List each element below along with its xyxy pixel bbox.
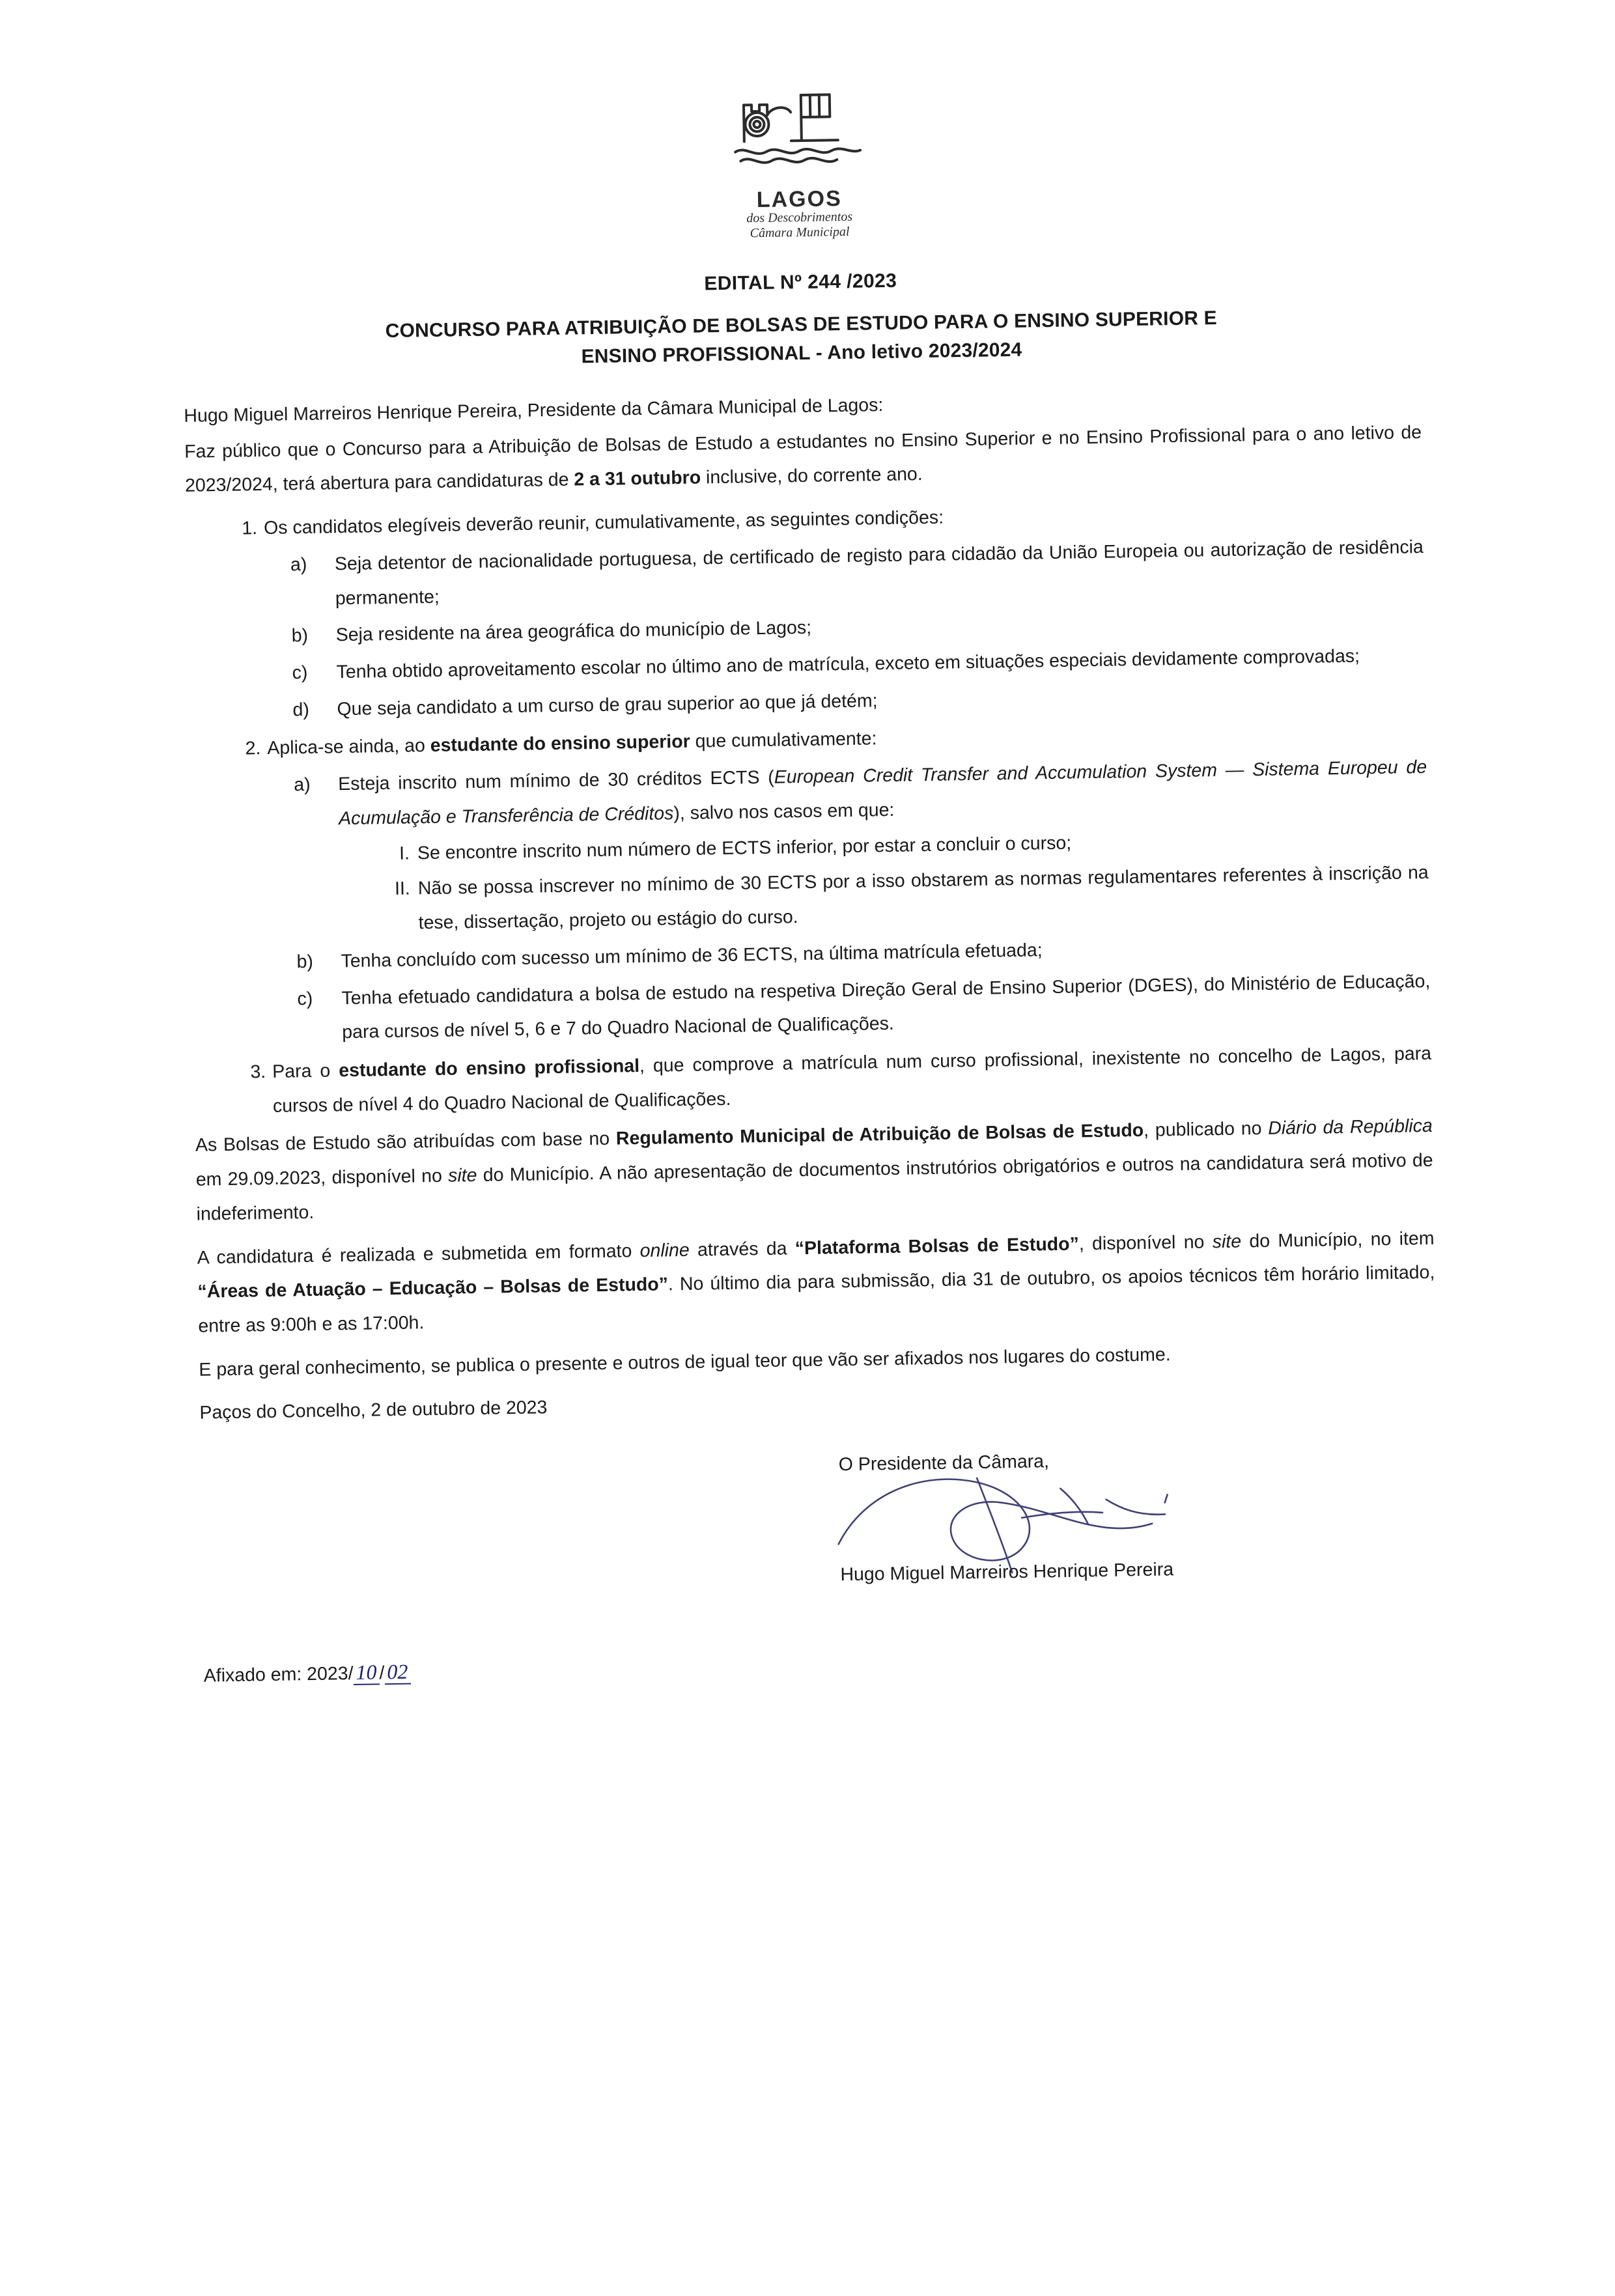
- paragraph-regulamento-part4: do Município. A não apresentação de documentos instrutórios obrigatórios e outros na candidatura será motivo de indeferimento.: [196, 1150, 1433, 1225]
- list-marker: 3.: [250, 1061, 266, 1083]
- paragraph-candidatura-part4: do Município, no item: [1241, 1227, 1435, 1252]
- list-item-text-part1: Esteja inscrito num mínimo de 30 créditos ECTS (: [338, 766, 775, 795]
- signature-name: Hugo Miguel Marreiros Henrique Pereira: [840, 1558, 1174, 1585]
- list-marker: b): [296, 951, 314, 973]
- paragraph-candidatura-part1: A candidatura é realizada e submetida em formato: [197, 1240, 640, 1268]
- posting-date-label: Afixado em: 2023/: [203, 1663, 354, 1687]
- conditions-sublist-2a: [339, 820, 1429, 942]
- paragraph-regulamento-italic2: site: [447, 1165, 477, 1186]
- list-item-text: Os candidatos elegíveis deverão reunir, cumulativamente, as seguintes condições:: [263, 507, 944, 539]
- paragraph-regulamento: [195, 1109, 1434, 1231]
- list-item: [189, 713, 1431, 1052]
- list-marker: II.: [394, 878, 411, 900]
- list-marker: 2.: [245, 738, 261, 759]
- list-marker: a): [294, 774, 311, 796]
- list-item-text-part2: ), salvo nos casos em que:: [673, 799, 895, 824]
- signature-block: [201, 1440, 1440, 1601]
- conditions-sublist-2: [268, 750, 1431, 1051]
- paragraph-candidatura-italic1: online: [639, 1239, 690, 1261]
- list-marker: I.: [399, 843, 410, 864]
- logo-wordmark: LAGOS: [756, 186, 843, 213]
- list-item-text-bold: estudante do ensino profissional: [338, 1055, 640, 1082]
- document-title-line-1: CONCURSO PARA ATRIBUIÇÃO DE BOLSAS DE ESTUDO PARA O ENSINO SUPERIOR E: [385, 307, 1218, 343]
- list-marker: c): [292, 662, 308, 684]
- paragraph-regulamento-part1: As Bolsas de Estudo são atribuídas com base no: [195, 1128, 617, 1156]
- intro-paragraph-dates: 2 a 31 outubro: [574, 467, 701, 490]
- list-item-text: Não se possa inscrever no mínimo de 30 ECTS por a isso obstarem as normas regulamentares referentes à inscrição na tese, dissertação, projeto ou estágio do curso.: [417, 862, 1429, 934]
- conditions-list: [186, 493, 1433, 1125]
- edital-number: EDITAL Nº 244 /2023: [704, 270, 897, 295]
- list-marker: a): [290, 553, 307, 576]
- municipality-logo: [178, 68, 1418, 250]
- paragraph-candidatura-part3: , disponível no: [1078, 1231, 1213, 1255]
- list-item-text-part1: Aplica-se ainda, ao: [267, 735, 430, 759]
- signature-role: O Presidente da Câmara,: [838, 1451, 1050, 1476]
- posting-date-day: 02: [384, 1660, 411, 1685]
- list-item-text: Tenha concluído com sucesso um mínimo de 36 ECTS, na última matrícula efetuada;: [341, 940, 1043, 972]
- place-and-date: Paços do Concelho, 2 de outubro de 2023: [199, 1397, 548, 1424]
- list-item-text-bold: estudante do ensino superior: [430, 731, 690, 757]
- list-item-text: Que seja candidato a um curso de grau superior ao que já detém;: [337, 690, 878, 720]
- posting-date-month: 10: [353, 1660, 380, 1685]
- paragraph-candidatura-bold2: “Áreas de Atuação – Educação – Bolsas de Estudo”: [197, 1274, 669, 1302]
- logo-subtitle-camara: Câmara Municipal: [750, 224, 850, 241]
- list-item: [186, 493, 1426, 729]
- list-marker: b): [291, 625, 309, 647]
- document-title-line-2: ENSINO PROFISSIONAL - Ano letivo 2023/2024: [581, 339, 1022, 367]
- list-marker: d): [292, 699, 310, 721]
- president-intro: Hugo Miguel Marreiros Henrique Pereira, Presidente da Câmara Municipal de Lagos:: [184, 395, 884, 427]
- list-item-text: Seja detentor de nacionalidade portuguesa, de certificado de registo para cidadão da União Europeia ou autorização de residência permanente;: [334, 536, 1424, 609]
- conditions-sublist-1: [264, 530, 1426, 728]
- list-item-text: Se encontre inscrito num número de ECTS inferior, por estar a concluir o curso;: [417, 832, 1072, 863]
- list-item-text-part2: , que comprove a matrícula num curso profissional, inexistente no concelho de Lagos, para cursos de nível 4 do Quadro Nacional de Qualificações.: [272, 1043, 1432, 1117]
- paragraph-geral-conhecimento: E para geral conhecimento, se publica o presente e outros de igual teor que vão ser afixados nos lugares do costume.: [199, 1343, 1171, 1380]
- paragraph-regulamento-italic1: Diário da República: [1267, 1115, 1433, 1140]
- list-item-text-part2: que cumulativamente:: [690, 728, 877, 753]
- list-marker: c): [297, 988, 313, 1009]
- paragraph-regulamento-bold1: Regulamento Municipal de Atribuição de Bolsas de Estudo: [615, 1120, 1144, 1149]
- list-item-text: Seja residente na área geográfica do município de Lagos;: [335, 617, 812, 646]
- paragraph-regulamento-part2: , publicado no: [1143, 1118, 1269, 1141]
- paragraph-regulamento-part3: em 29.09.2023, disponível no: [195, 1165, 449, 1190]
- list-item: [271, 964, 1431, 1050]
- list-marker: 1.: [242, 518, 258, 539]
- list-item-text-italic: European Credit Transfer and Accumulation System — Sistema Europeu de Acumulação e Transferência de Créditos: [338, 757, 1427, 830]
- list-item-text: Tenha efetuado candidatura a bolsa de estudo na respetiva Direção Geral de Ensino Superior (DGES), do Ministério de Educação, para cursos de nível 5, 6 e 7 do Quadro Nacional de Qualificações.: [341, 970, 1431, 1043]
- lagos-coat-of-arms-icon: [722, 77, 874, 193]
- paragraph-candidatura-italic2: site: [1212, 1231, 1242, 1252]
- list-item-text: Tenha obtido aproveitamento escolar no último ano de matrícula, exceto em situações especiais devidamente comprovadas;: [336, 645, 1360, 683]
- list-item-text-part1: Para o: [272, 1060, 339, 1082]
- paragraph-candidatura-bold1: “Plataforma Bolsas de Estudo”: [794, 1233, 1080, 1259]
- intro-paragraph-part1: Faz público que o Concurso para a Atribuição de Bolsas de Estudo a estudantes no Ensino Superior e no Ensino Profissional para o ano letivo de 2023/2024, terá abertura para candidaturas de: [184, 421, 1422, 497]
- logo-subtitle-descobrimentos: dos Descobrimentos: [746, 209, 853, 226]
- posting-date-footer: [203, 1644, 1440, 1687]
- page-content: [178, 68, 1440, 1687]
- paragraph-candidatura-part2: através da: [689, 1237, 796, 1261]
- posting-date-separator: /: [379, 1662, 385, 1684]
- intro-paragraph-part2: inclusive, do corrente ano.: [700, 464, 923, 488]
- paragraph-candidatura-part5: . No último dia para submissão, dia 31 de outubro, os apoios técnicos têm horário limitado, entre as 9:00h e as 17:00h.: [198, 1262, 1435, 1337]
- list-item: [268, 750, 1429, 943]
- paragraph-candidatura: [197, 1221, 1435, 1343]
